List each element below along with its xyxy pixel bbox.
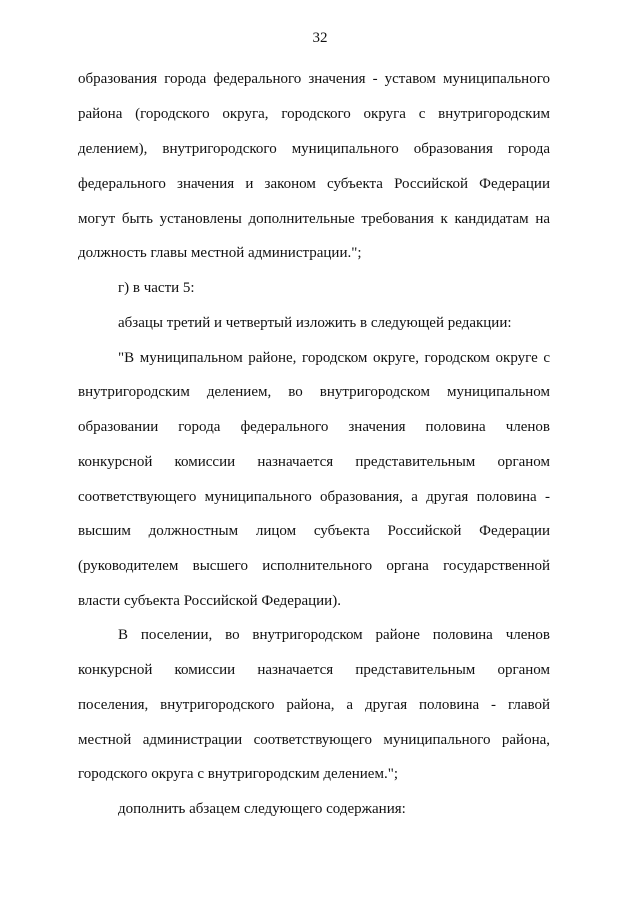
text-line: власти субъекта Российской Федерации). — [78, 593, 341, 609]
text-line: образования города федерального значения - уставом муниципального — [78, 71, 550, 87]
text-line: г) в части 5: — [118, 280, 195, 296]
text-line: В поселении, во внутригородском районе половина членов — [118, 627, 550, 643]
text-line: должность главы местной администрации."; — [78, 245, 362, 261]
text-line: поселения, внутригородского района, а другая половина - главой — [78, 697, 550, 713]
text-line: высшим должностным лицом субъекта Российской Федерации — [78, 523, 550, 539]
text-line: городского округа с внутригородским делением."; — [78, 766, 398, 782]
text-line: дополнить абзацем следующего содержания: — [118, 801, 406, 817]
page-number: 32 — [312, 30, 328, 46]
text-line: "В муниципальном районе, городском округе, городском округе с — [118, 350, 550, 366]
text-line: могут быть установлены дополнительные требования к кандидатам на — [78, 211, 550, 227]
text-line: соответствующего муниципального образования, а другая половина - — [78, 489, 550, 505]
text-line: образовании города федерального значения половина членов — [78, 419, 550, 435]
text-line: федерального значения и законом субъекта Российской Федерации — [78, 176, 550, 192]
text-line: района (городского округа, городского округа с внутригородским — [78, 106, 550, 122]
text-line: внутригородским делением, во внутригородском муниципальном — [78, 384, 550, 400]
text-line: (руководителем высшего исполнительного органа государственной — [78, 558, 550, 574]
text-line: абзацы третий и четвертый изложить в следующей редакции: — [118, 315, 512, 331]
text-line: конкурсной комиссии назначается представительным органом — [78, 662, 550, 678]
text-line: местной администрации соответствующего муниципального района, — [78, 732, 550, 748]
text-line: конкурсной комиссии назначается представительным органом — [78, 454, 550, 470]
text-line: делением), внутригородского муниципального образования города — [78, 141, 550, 157]
